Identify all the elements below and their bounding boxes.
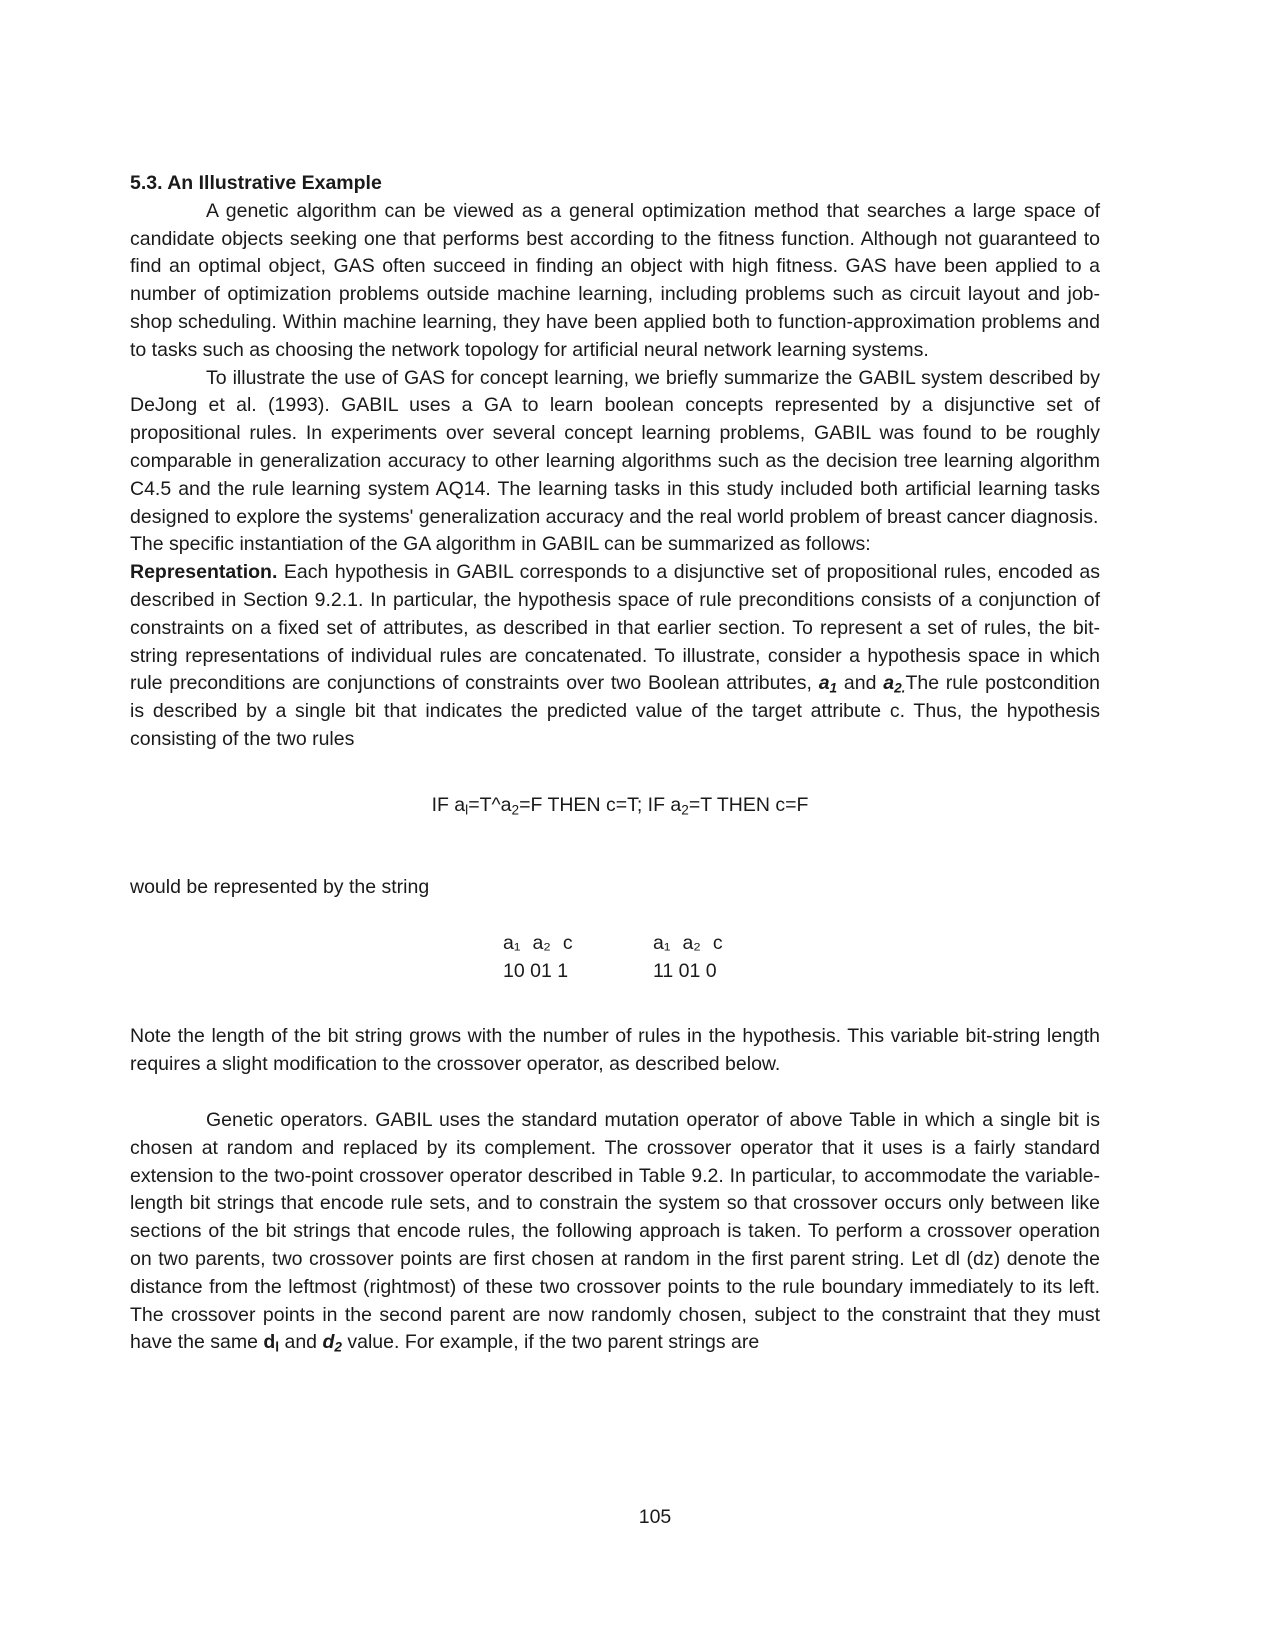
genetic-operators-text-1: Genetic operators. GABIL uses the standard mutation operator of above Table in which a single bit is chosen at random and replaced by its complement. The crossover operator that it uses is a fairly standard extension to the two-point crossover operator described in Table 9.2. In particular, to accommodate the variable-length bit strings that encode rule sets, and to constrain the system so that crossover occurs only between like sections of the bit strings that encode rules, the following approach is taken. To perform a crossover operation on two parents, two crossover points are first chosen at random in the first parent string. Let dl (dz) denote the distance from the leftmost (rightmost) of these two crossover points to the rule boundary immediately to its left. The crossover points in the second parent are now randomly chosen, subject to the constraint that they must have the same [130,1108,1100,1354]
rule-part-3: =F THEN c=T; IF a [519,793,682,816]
paragraph-gabil-summary: To illustrate the use of GAS for concept learning, we briefly summarize the GABIL system described by DeJong et al. (1993). GABIL uses a GA to learn boolean concepts represented by a disjunctive set of propositional rules. In experiments over several concept learning problems, GABIL was found to be roughly comparable in generalization accuracy to other learning algorithms such as the decision tree learning algorithm C4.5 and the rule learning system AQ14. The learning tasks in this study included both artificial learning tasks designed to explore the systems' generalization accuracy and the real world problem of breast cancer diagnosis. [130,366,1100,528]
distance-d1 [263,1331,279,1353]
bitstring-rule-1 [503,929,585,985]
genetic-operators-and: and [279,1331,323,1354]
rule-sub-2: 2 [511,802,520,818]
rule-sub-1: l [465,802,469,818]
distance-d2 [322,1331,342,1353]
rule-part-4: =T THEN c=F [688,793,809,816]
bitstring-bits: 10 01 1 [503,960,569,983]
paragraph-representation [130,559,1100,754]
paragraph-note: Note the length of the bit string grows with the number of rules in the hypothesis. This variable bit-string length requires a slight modification to the crossover operator, as described below. [130,1025,1100,1076]
rule-expression [130,792,1100,820]
attribute-a2-letter: a [883,672,895,695]
distance-d1-letter: d [263,1331,276,1354]
representation-label: Representation. [130,561,278,584]
paragraph-genetic-operators [130,1107,1100,1357]
document-page [130,170,1100,1357]
rule-part-2: =T^a [468,793,512,816]
bitstring-example [130,929,1100,995]
distance-d1-sub: l [275,1339,280,1355]
bitstring-bits: 11 01 0 [653,960,717,983]
representation-text-2: The rule postcondition is described by a single bit that indicates the predicted value of the target attribute c. Thus, the hypothesis consisting of the two rules [130,672,1100,750]
attribute-a1 [819,672,837,694]
attribute-a2-sub: 2. [894,680,906,696]
label-c: c [712,932,723,955]
distance-d2-letter: d [322,1331,335,1354]
representation-and: and [837,672,884,695]
bitstring-rule-2 [653,929,735,985]
label-a1: a₁ [653,932,671,955]
paragraph-intro: A genetic algorithm can be viewed as a general optimization method that searches a large space of candidate objects seeking one that performs best according to the fitness function. Although not guaranteed to find an optimal object, GAS often succeed in finding an object with high fitness. GAS have been applied to a number of optimization problems outside machine learning, including problems such as circuit layout and job-shop scheduling. Within machine learning, they have been applied both to function-approximation problems and to tasks such as choosing the network topology for artificial neural network learning systems. [130,199,1100,361]
distance-d2-sub: 2 [334,1339,342,1355]
paragraph-would-be: would be represented by the string [130,875,430,898]
page-number: 105 [638,1506,672,1528]
genetic-operators-text-2: value. For example, if the two parent strings are [341,1331,760,1354]
attribute-a1-letter: a [818,672,830,695]
label-c: c [562,932,573,955]
bitstring-labels [653,929,735,957]
attribute-a2 [883,672,905,694]
rule-part-1: IF a [431,793,466,816]
attribute-a1-sub: 1 [829,680,838,696]
representation-text-1: Each hypothesis in GABIL corresponds to a disjunctive set of propositional rules, encoded as described in Section 9.2.1. In particular, the hypothesis space of rule preconditions consists of a conjunction of constraints on a fixed set of attributes, as described in that earlier section. To represent a set of rules, the bit-string representations of individual rules are concatenated. To illustrate, consider a hypothesis space in which rule preconditions are conjunctions of constraints over two Boolean attributes, [130,561,1100,695]
rule-sub-3: 2 [681,802,689,818]
bitstring-labels [503,929,585,957]
label-a2: a₂ [532,932,551,955]
label-a2: a₂ [682,932,701,955]
paragraph-instantiation: The specific instantiation of the GA algorithm in GABIL can be summarized as follows: [130,533,871,556]
label-a1: a₁ [503,932,521,955]
section-heading: 5.3. An Illustrative Example [130,172,382,194]
